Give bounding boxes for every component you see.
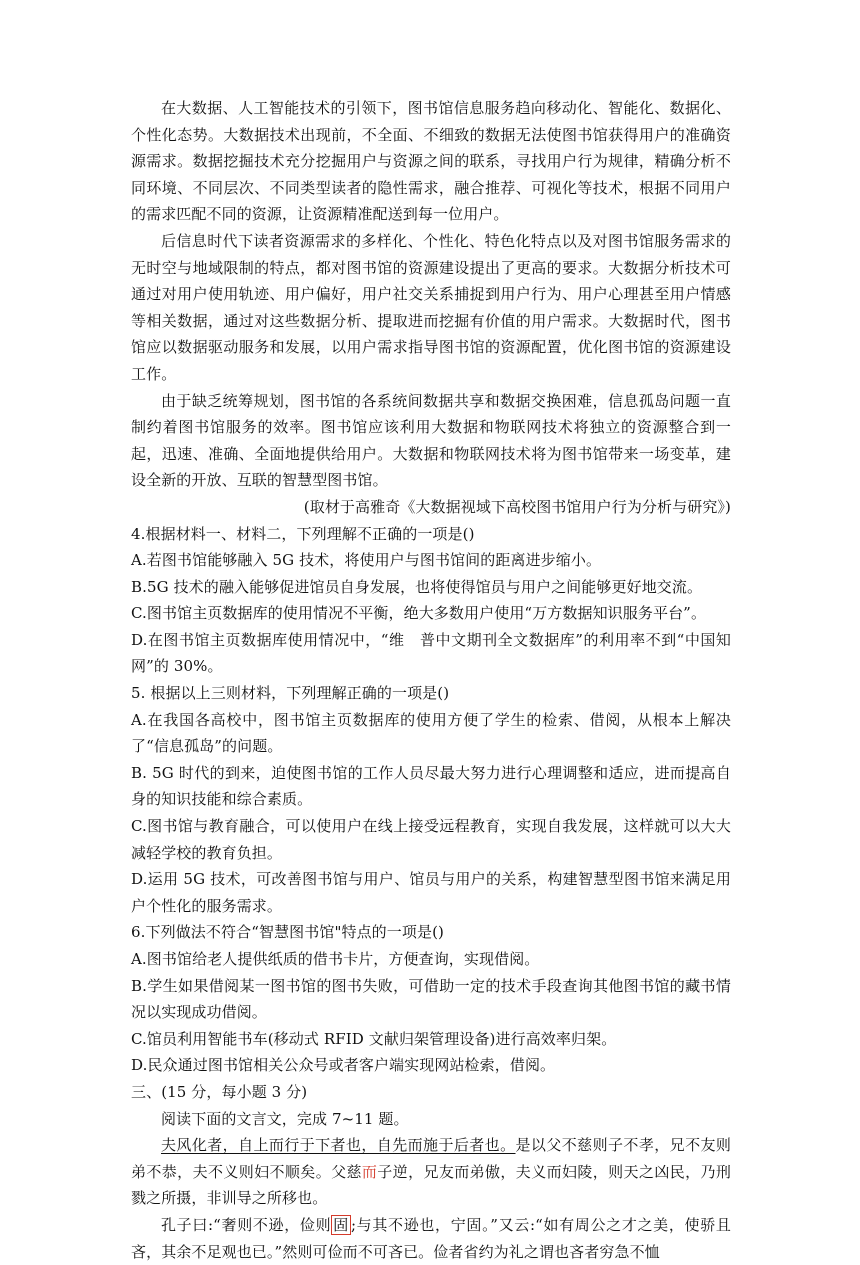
- passage-text: 子逆，兄友而弟傲，夫义而妇陵，则天之凶民，乃刑戮之所摄，非训导之所移也。: [131, 1162, 731, 1208]
- marked-character: 而: [361, 1162, 378, 1181]
- option-c: C.图书馆主页数据库的使用情况不平衡，绝大多数用户使用“万方数据知识服务平台”。: [131, 604, 707, 623]
- question-stem: 4.根据材料一、材料二，下列理解不正确的一项是(): [131, 524, 475, 543]
- source-citation: (取材于高雅奇《大数据视域下高校图书馆用户行为分析与研究》): [303, 497, 731, 516]
- material-paragraph-1: 在大数据、人工智能技术的引领下，图书馆信息服务趋向移动化、智能化、数据化、个性化态势。大数据技术出现前，不全面、不细致的数据无法使图书馆获得用户的准确资源需求。数据挖掘技术充分挖掘用户与资源之间的联系，寻找用户行为规律，精确分析不同环境、不同层次、不同类型读者的隐性需求，融合推荐、可视化等技术，根据不同用户的需求匹配不同的资源，让资源精准配送到每一位用户。: [131, 99, 731, 224]
- material-paragraph-2: 后信息时代下读者资源需求的多样化、个性化、特色化特点以及对图书馆服务需求的无时空与地域限制的特点，都对图书馆的资源建设提出了更高的要求。大数据分析技术可通过对用户使用轨迹、用户偏好，用户社交关系捕捉到用户行为、用户心理甚至用户情感等相关数据，通过对这些数据分析、提取进而挖掘有价值的用户需求。大数据时代，图书馆应以数据驱动服务和发展，以用户需求指导图书馆的资源配置，优化图书馆的资源建设工作。: [131, 231, 731, 383]
- section-instruction: 阅读下面的文言文，完成 7~11 题。: [161, 1109, 409, 1128]
- section-heading: 三、(15 分，每小题 3 分): [131, 1082, 308, 1101]
- question-6: [131, 919, 731, 1079]
- question-5: [131, 680, 731, 919]
- question-stem: 6.下列做法不符合“智慧图书馆"特点的一项是(): [131, 923, 444, 942]
- option-c: C.馆员利用智能书车(移动式 RFID 文献归架管理设备)进行高效率归架。: [131, 1029, 617, 1048]
- option-a: A.图书馆给老人提供纸质的借书卡片，方便查询，实现借阅。: [131, 950, 540, 968]
- document-body: [131, 95, 731, 1265]
- option-b: B.学生如果借阅某一图书馆的图书失败，可借助一定的技术手段查询其他图书馆的藏书情况以实现成功借阅。: [131, 976, 731, 1022]
- boxed-character: 固: [333, 1215, 349, 1234]
- passage-text: 是以父不慈则子不孝，兄不友则弟不恭，夫不义则妇不顺矣。父慈: [131, 1136, 731, 1181]
- option-d: D.在图书馆主页数据库使用情况中，“维 普中文期刊全文数据库”的利用率不到“中国知网”的 30%。: [131, 630, 731, 676]
- classical-paragraph-2: [131, 1212, 731, 1265]
- option-a: A.在我国各高校中，图书馆主页数据库的使用方便了学生的检索、借阅，从根本上解决了“信息孤岛”的问题。: [131, 710, 731, 756]
- material-paragraph-3: 由于缺乏统筹规划，图书馆的各系统间数据共享和数据交换困难，信息孤岛问题一直制约着图书馆服务的效率。图书馆应该利用大数据和物联网技术将独立的资源整合到一起，迅速、准确、全面地提供给用户。大数据和物联网技术将为图书馆带来一场变革，建设全新的开放、互联的智慧型图书馆。: [131, 391, 731, 490]
- option-b: B. 5G 时代的到来，迫使图书馆的工作人员尽最大努力进行心理调整和适应，进而提高自身的知识技能和综合素质。: [131, 763, 731, 809]
- classical-paragraph-1: [131, 1132, 731, 1212]
- option-b: B.5G 技术的融入能够促进馆员自身发展，也将使得馆员与用户之间能够更好地交流。: [131, 577, 703, 596]
- question-stem: 5. 根据以上三则材料，下列理解正确的一项是(): [131, 684, 450, 703]
- option-d: D.运用 5G 技术，可改善图书馆与用户、馆员与用户的关系，构建智慧型图书馆来满足用户个性化的服务需求。: [131, 870, 731, 915]
- passage-text: ;与其不逊也，宁固。”又云:“如有周公之才之美，使骄且吝，其余不足观也已。”然则可俭而不可吝已。俭者省约为礼之谓也吝者穷急不恤: [131, 1215, 731, 1261]
- underlined-sentence: 夫风化者，自上而行于下者也，自先而施于后者也。: [161, 1136, 516, 1155]
- option-d: D.民众通过图书馆相关公众号或者客户端实现网站检索，借阅。: [131, 1056, 556, 1075]
- option-a: A.若图书馆能够融入 5G 技术，将使用户与图书馆间的距离进步缩小。: [131, 551, 602, 570]
- option-c: C.图书馆与教育融合，可以使用户在线上接受远程教育，实现自我发展，这样就可以大大减轻学校的教育负担。: [131, 817, 731, 862]
- question-4: [131, 521, 731, 681]
- passage-text: 孔子曰:“奢则不逊，俭则: [161, 1215, 332, 1234]
